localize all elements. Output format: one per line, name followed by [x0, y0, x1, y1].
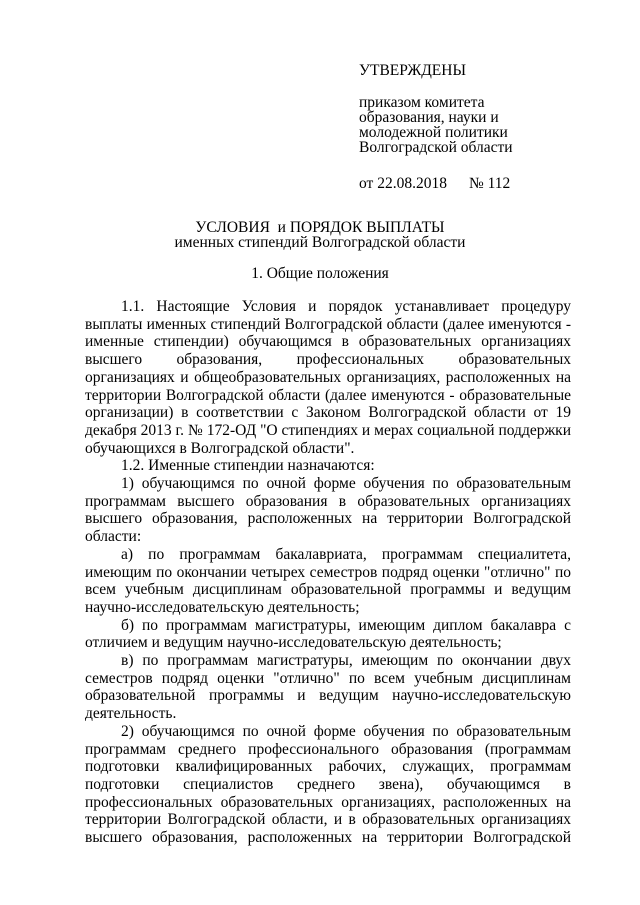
paragraph: 1.1. Настоящие Условия и порядок устанавливает процедуру выплаты именных стипендий Волгоградской области (далее именуются - именные стипендии) обучающимся в образовательных организациях высшего образования, профессиональных образовательных организациях и общеобразовательных организациях, расположенных на территории Волгоградской области (далее именуются - образовательные организации) в соответствии с Законом Волгоградской области от 19 декабря 2013 г. № 172-ОД "О стипендиях и мерах социальной поддержки обучающихся в Волгоградской области". [85, 298, 571, 457]
approval-order-line: приказом комитета [359, 94, 485, 111]
document-subtitle: именных стипендий Волгоградской области [174, 234, 466, 251]
approval-date: от 22.08.2018 [359, 175, 447, 192]
approval-heading: УТВЕРЖДЕНЫ [359, 62, 466, 79]
approval-order [359, 95, 599, 155]
approval-order-line: образования, науки и [359, 109, 499, 126]
paragraph: в) по программам магистратуры, имеющим по окончании двух семестров подряд оценки "отлично" по всем учебным дисциплинам образовательной программы и ведущим научно-исследовательскую деятельность. [85, 652, 571, 723]
approval-block [359, 63, 599, 191]
paragraph: 2) обучающимся по очной форме обучения по образовательным программам среднего профессионального образования (программам подготовки квалифицированных рабочих, служащих, программам подготовки специалистов среднего звена), обучающимся в профессиональных образовательных организациях, расположенных на территории Волгоградской области, и в образовательных организациях высшего образования, расположенных на территории Волгоградской [85, 722, 571, 847]
paragraph: 1) обучающимся по очной форме обучения по образовательным программам высшего образования в образовательных организациях высшего образования, расположенных на территории Волгоградской области: [85, 475, 571, 546]
document-title: УСЛОВИЯ и ПОРЯДОК ВЫПЛАТЫ [195, 219, 445, 236]
paragraph: а) по программам бакалавриата, программам специалитета, имеющим по окончании четырех семестров подряд оценки "отлично" по всем учебным дисциплинам образовательной программы и ведущим научно-исследовательскую деятельность; [85, 545, 571, 616]
paragraph: б) по программам магистратуры, имеющим диплом бакалавра с отличием и ведущим научно-исследовательскую деятельность; [85, 616, 571, 652]
approval-date-line [359, 176, 599, 191]
section-heading: 1. Общие положения [251, 265, 389, 282]
approval-order-line: Волгоградской области [359, 139, 513, 156]
approval-order-line: молодежной политики [359, 124, 508, 141]
approval-number: № 112 [468, 175, 511, 192]
paragraph: 1.2. Именные стипендии назначаются: [121, 457, 375, 475]
document-body [85, 298, 571, 847]
